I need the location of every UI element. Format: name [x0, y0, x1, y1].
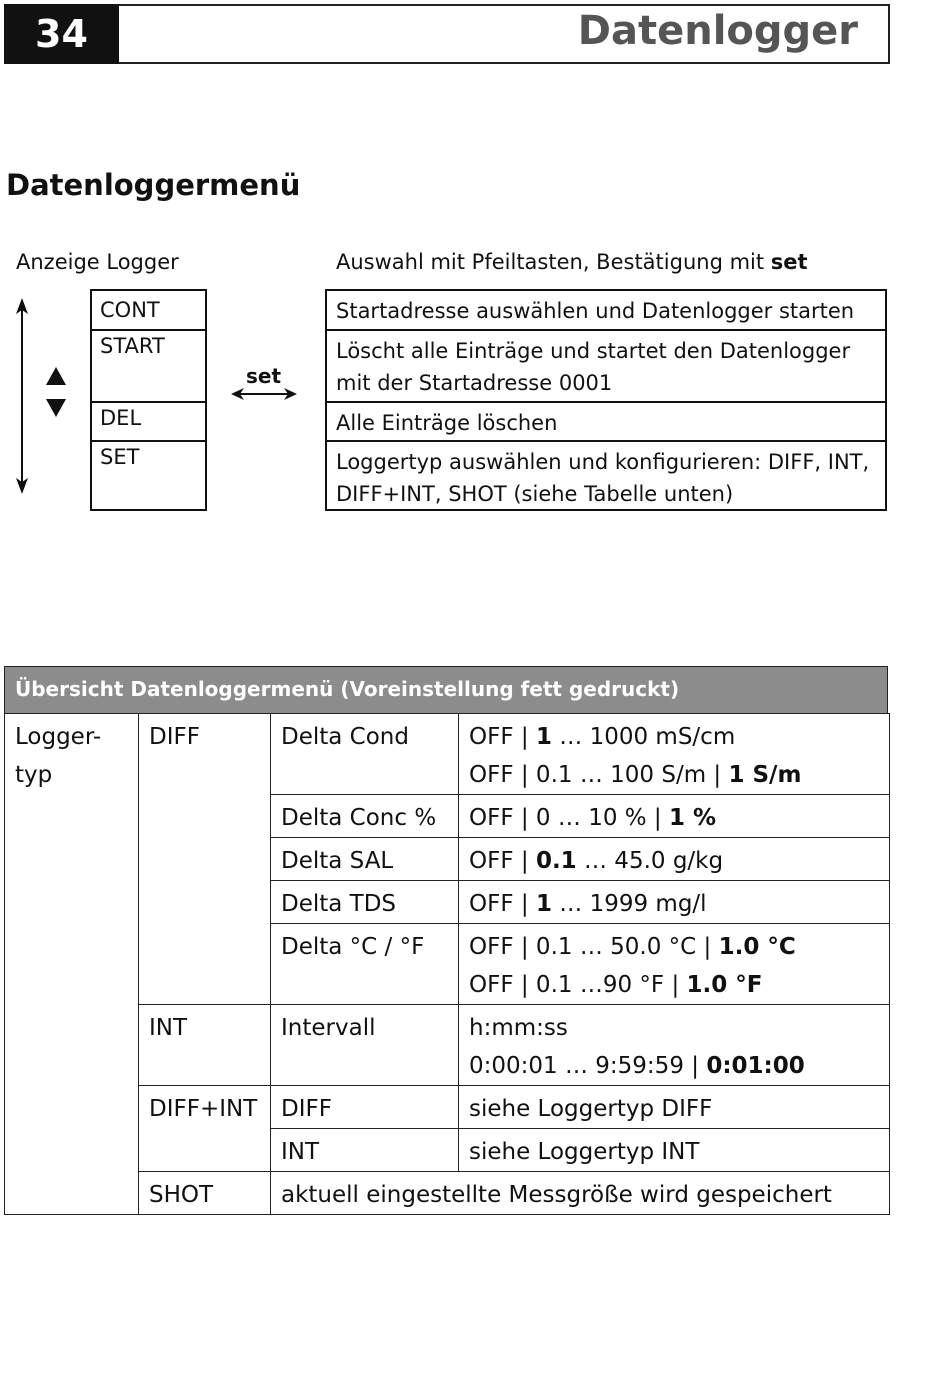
default-value: 1.0 °C	[718, 934, 796, 960]
value-text: OFF |	[469, 724, 536, 750]
value-line	[469, 1047, 879, 1085]
menu-item-cont: CONT	[100, 298, 160, 322]
table-row	[5, 714, 890, 795]
value-text: … 1000 mS/cm	[551, 724, 736, 750]
arrow-down-icon	[44, 398, 68, 418]
description-line: Loggertyp auswählen und konfigurieren: DIFF, INT,	[336, 450, 870, 474]
value-text: OFF | 0 … 10 % |	[469, 805, 669, 831]
logger-type-shot: SHOT	[139, 1172, 271, 1215]
default-value: 1 S/m	[728, 762, 802, 788]
value-line	[469, 756, 879, 794]
value-cell	[459, 924, 890, 1005]
chapter-title: Datenlogger	[577, 8, 858, 54]
category-cell	[5, 714, 139, 1215]
description-start	[327, 329, 885, 399]
default-value: 1	[535, 724, 552, 750]
description-line: DIFF+INT, SHOT (siehe Tabelle unten)	[336, 482, 734, 506]
category-line: typ	[15, 762, 53, 788]
value-text: OFF |	[469, 891, 536, 917]
menu-item-start: START	[92, 329, 205, 361]
param-cell: DIFF	[271, 1086, 459, 1129]
param-cell: Delta °C / °F	[271, 924, 459, 1005]
value-text: OFF | 0.1 … 50.0 °C |	[469, 934, 719, 960]
default-value: 0:01:00	[706, 1053, 805, 1079]
logger-menu-box	[90, 289, 207, 511]
value-text: OFF |	[469, 848, 536, 874]
value-cell: siehe Loggertyp INT	[459, 1129, 890, 1172]
selection-hint-label	[336, 250, 808, 274]
param-cell: Delta Cond	[271, 714, 459, 795]
param-cell: INT	[271, 1129, 459, 1172]
value-line	[469, 718, 879, 756]
value-text: OFF | 0.1 … 100 S/m |	[469, 762, 729, 788]
value-cell: siehe Loggertyp DIFF	[459, 1086, 890, 1129]
value-line	[469, 966, 879, 1004]
logger-type-diff: DIFF	[139, 714, 271, 1005]
description-line: Startadresse auswählen und Datenlogger starten	[336, 299, 855, 323]
logger-type-diff-int: DIFF+INT	[139, 1086, 271, 1172]
description-set	[327, 440, 885, 510]
selection-hint-text: Auswahl mit Pfeiltasten, Bestätigung mit	[336, 250, 771, 274]
value-line	[469, 928, 879, 966]
value-cell: aktuell eingestellte Messgröße wird gespeichert	[271, 1172, 890, 1215]
default-value: 1.0 °F	[686, 972, 763, 998]
description-line: Löscht alle Einträge und startet den Datenlogger	[336, 339, 851, 363]
default-value: 1 %	[669, 805, 717, 831]
description-line: mit der Startadresse 0001	[336, 371, 613, 395]
description-cont	[327, 291, 885, 327]
category-line: Logger-	[15, 724, 102, 750]
set-key-label: set	[246, 364, 282, 388]
arrow-up-icon	[44, 366, 68, 386]
value-cell	[459, 714, 890, 795]
param-cell: Delta TDS	[271, 881, 459, 924]
default-value: 0.1	[535, 848, 577, 874]
logger-type-int: INT	[139, 1005, 271, 1086]
horizontal-double-arrow-icon	[230, 386, 298, 402]
overview-table-title: Übersicht Datenloggermenü (Voreinstellung fett gedruckt)	[4, 666, 888, 714]
param-cell: Delta Conc %	[271, 795, 459, 838]
description-del	[327, 401, 885, 439]
value-cell	[459, 1005, 890, 1086]
value-cell	[459, 881, 890, 924]
menu-item-del: DEL	[92, 401, 205, 433]
overview-table	[4, 713, 890, 1215]
value-text: 0:00:01 … 9:59:59 |	[469, 1053, 707, 1079]
menu-item-set: SET	[92, 440, 205, 472]
selection-hint-set: set	[770, 250, 808, 274]
value-text: … 45.0 g/kg	[576, 848, 724, 874]
value-text: … 1999 mg/l	[551, 891, 707, 917]
value-text: OFF | 0.1 …90 °F |	[469, 972, 687, 998]
menu-description-box	[325, 289, 887, 511]
value-cell	[459, 795, 890, 838]
default-value: 1	[535, 891, 552, 917]
vertical-double-arrow-icon	[10, 296, 34, 496]
param-cell: Delta SAL	[271, 838, 459, 881]
value-cell	[459, 838, 890, 881]
page-number: 34	[4, 4, 119, 64]
display-logger-label: Anzeige Logger	[16, 250, 179, 274]
param-cell: Intervall	[271, 1005, 459, 1086]
value-line: h:mm:ss	[469, 1015, 568, 1041]
description-line: Alle Einträge löschen	[336, 411, 558, 435]
section-title: Datenloggermenü	[6, 168, 301, 202]
